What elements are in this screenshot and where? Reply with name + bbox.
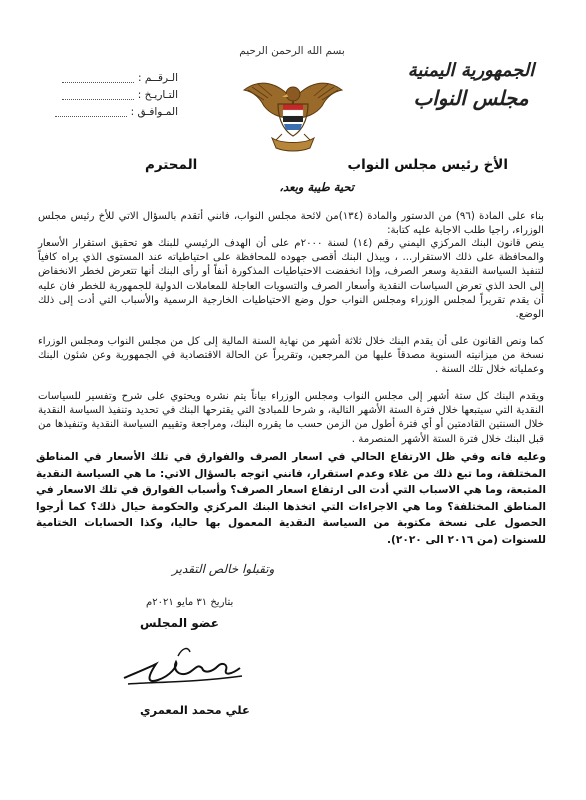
parliament-letterhead — [396, 58, 546, 112]
question-paragraph: وعليه فانه وفي ظل الارتفاع الحالي في اسعار الصرف والفوارق في تلك الأسعار في المناطق المختلفة، وما تبع ذلك من غلاء وعدم استقرار، فانني اتوجه بالسؤال الاتي: ما هي السياسة النقدية المتبعة، وما هي الاسباب التي أدت الى ارتفاع اسعار الصرف؟ وأسباب الفوارق في تلك الاسعار في المناطق المختلفة؟ وما هي الاجراءات التي اتخذها البنك المركزي والحكومة حيال ذلك؟ كما أرجوا الحصول على نسخة مكتوبة من السياسة النقدية المعمول بها حاليا، وكذا الحسابات الختامية للسنوات (من ٢٠١٦ الى ٢٠٢٠). — [36, 451, 546, 546]
republic-title: الجمهورية اليمنية — [407, 60, 535, 81]
date-field: التـاريـخ : — [58, 87, 178, 104]
member-title: عضو المجلس — [140, 616, 219, 630]
greeting: تحية طيبة وبعد، — [279, 180, 354, 194]
signatory-name: علي محمد المعمري — [140, 703, 250, 717]
honorific: المحترم — [145, 157, 198, 173]
ref-number-field: الـرقــم : — [58, 70, 178, 87]
reference-fields — [58, 70, 178, 121]
paragraph-law: ينص قانون البنك المركزي اليمني رقم (١٤) لسنة ٢٠٠٠م على أن الهدف الرئيسي للبنك هو تحقيق استقرار الأسعار والمحافظة على ذلك الاستقرار... ، ويبذل البنك أقصى جهوده للمحافظة على احتياطياته عند المستوى الذي يراه كافياً لتنفيذ السياسة النقدية وسعر الصرف، وإذا انخفضت الاحتياطيات المذكورة أنفاً أو رأى البنك أنها تتعرض لخطر الانخفاض إلى الحد الذي تعرض السياسات النقدية وأسعار الصرف والتسويات العاجلة للمعاملات الدولية للجمهورية للخطر فان عليه أن يقدم تقريراً لمجلس الوزراء ومجلس النواب حول وضع الاحتياطيات الخارجية الرسمية والأسباب التي أدت إلى ذلك الوضع. — [38, 238, 544, 321]
letter-date: بتاريخ ٣١ مايو ٢٠٢١م — [146, 597, 234, 608]
corresponding-date-field: المـوافـق : — [58, 104, 178, 121]
yemen-eagle-emblem-icon — [238, 60, 348, 170]
basmala: بسم الله الرحمن الرحيم — [239, 45, 345, 57]
closing-line: وتقبلوا خالص التقدير — [172, 562, 275, 576]
paragraph-semiannual-statement: ويقدم البنك كل ستة أشهر إلى مجلس النواب ومجلس الوزراء بياناً يتم نشره ويحتوي على شرح وتفسير للسياسات النقدية التي سيتبعها خلال فترة الستة الأشهر التالية، و شرحا للمبادئ التي يقترحها البنك في تحديد وتنفيذ السياسة النقدية خلال السنتين القادمتين أو أي فترة أطول من الزمن حسب ما يقرره البنك، ومراجعة وتقييم السياسة النقدية وتنفيذها من قبل البنك خلال فترة الستة الأشهر المنصرمة . — [38, 391, 544, 445]
parliament-title: مجلس النواب — [413, 86, 529, 110]
addressee: الأخ رئيس مجلس النواب — [347, 157, 508, 173]
intro-paragraph: بناء على المادة (٩٦) من الدستور والمادة (١٣٤)من لائحة مجلس النواب، فانني أتقدم بالسؤال الاتي للأخ رئيس مجلس الوزراء، راجيا طلب الاجابة عليه كتابة: — [38, 211, 544, 237]
paragraph-annual-report: كما ونص القانون على أن يقدم البنك خلال ثلاثة أشهر من نهاية السنة المالية إلى كل من مجلس النواب ومجلس الوزراء نسخة من ميزانيته السنوية مصدقاً عليها من المرجعين، وتقريراً عن الحالة الاقتصادية في الجمهورية وعن شئون البنك وعملياته خلال تلك السنة . — [38, 336, 544, 376]
handwritten-signature-icon — [118, 638, 248, 698]
